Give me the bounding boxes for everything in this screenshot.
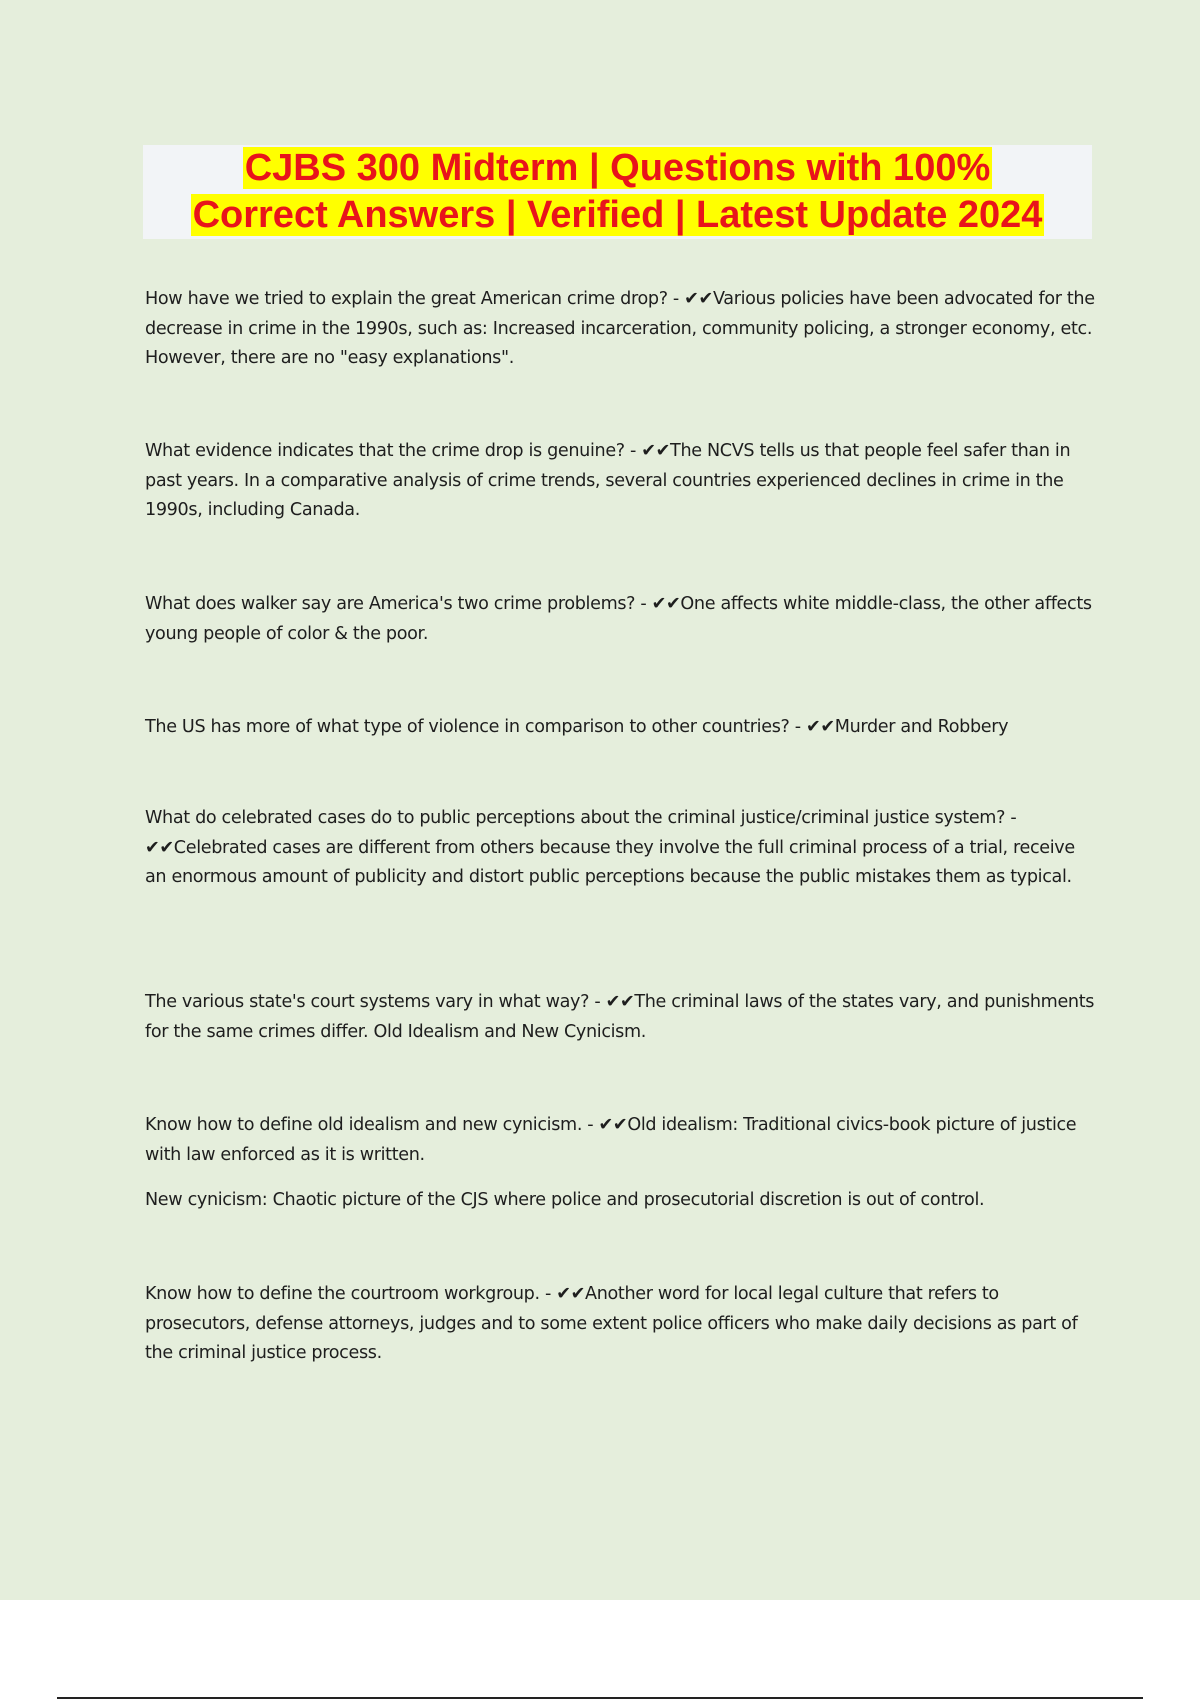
title-line-1: CJBS 300 Midterm | Questions with 100% (244, 147, 991, 189)
qa-item-3: What does walker say are America's two crime problems? - ✔✔One affects white middle-class, the other affects young people of color & the poor. (145, 594, 1092, 644)
qa-item-5: What do celebrated cases do to public perceptions about the criminal justice/criminal justice system? - ✔✔Celebrated cases are different from others because they involve the full criminal process of a trial, receive an enormous amount of publicity and distort public perceptions because the public mistakes them as typical. (145, 808, 1075, 887)
qa-item-7-continued: New cynicism: Chaotic picture of the CJS where police and prosecutorial discretion is out of control. (145, 1190, 985, 1210)
qa-item-6: The various state's court systems vary in what way? - ✔✔The criminal laws of the states vary, and punishments for the same crimes differ. Old Idealism and New Cynicism. (145, 992, 1095, 1042)
qa-item-8: Know how to define the courtroom workgroup. - ✔✔Another word for local legal culture that refers to prosecutors, defense attorneys, judges and to some extent police officers who make daily decisions as part of the criminal justice process. (145, 1284, 1078, 1363)
footer-rule (57, 1697, 1143, 1699)
qa-item-1: How have we tried to explain the great American crime drop? - ✔✔Various policies have been advocated for the decrease in crime in the 1990s, such as: Increased incarceration, community policing, a stronger economy, etc. However, there are no "easy explanations". (145, 289, 1095, 368)
qa-item-4: The US has more of what type of violence in comparison to other countries? - ✔✔Murder and Robbery (145, 717, 1009, 737)
qa-item-2: What evidence indicates that the crime drop is genuine? - ✔✔The NCVS tells us that people feel safer than in past years. In a comparative analysis of crime trends, several countries experienced declines in crime in the 1990s, including Canada. (145, 441, 1071, 520)
qa-item-7: Know how to define old idealism and new cynicism. - ✔✔Old idealism: Traditional civics-book picture of justice with law enforced as it is written. (145, 1115, 1077, 1165)
document-title (143, 145, 1092, 239)
title-line-2: Correct Answers | Verified | Latest Update 2024 (192, 194, 1043, 236)
